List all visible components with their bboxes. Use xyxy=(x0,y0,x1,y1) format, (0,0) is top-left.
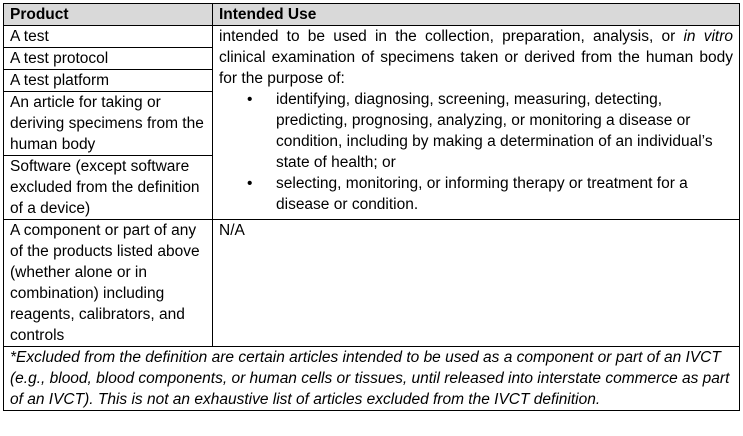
component-intended-use-cell: N/A xyxy=(213,220,740,347)
table-row xyxy=(4,220,740,347)
bullet-icon: • xyxy=(247,175,253,192)
header-product: Product xyxy=(4,4,213,26)
product-cell: Software (except software excluded from the definition of a device) xyxy=(4,156,213,220)
definition-table xyxy=(3,3,740,411)
product-cell: A test protocol xyxy=(4,48,213,70)
intended-use-intro: intended to be used in the collection, preparation, analysis, or in vitro clinical examination of specimens taken or derived from the human body for the purpose of: xyxy=(219,28,733,87)
footnote-row xyxy=(4,347,740,411)
product-cell: A test xyxy=(4,26,213,48)
purpose-list xyxy=(219,89,733,215)
product-cell: A test platform xyxy=(4,70,213,92)
footnote: *Excluded from the definition are certain articles intended to be used as a component or part of an IVCT (e.g., blood, blood components, or human cells or tissues, until released into interstate commerce as part of an IVCT). This is not an exhaustive list of articles excluded from the IVCT definition. xyxy=(4,347,740,411)
header-intended-use: Intended Use xyxy=(213,4,740,26)
component-product-cell: A component or part of any of the products listed above (whether alone or in combination) including reagents, calibrators, and controls xyxy=(4,220,213,347)
bullet-icon: • xyxy=(247,91,253,108)
table-row xyxy=(4,26,740,48)
list-item: • selecting, monitoring, or informing therapy or treatment for a disease or condition. xyxy=(247,175,688,213)
list-item: • identifying, diagnosing, screening, measuring, detecting, predicting, prognosing, analyzing, or monitoring a disease or condition, including by making a determination of an individual’s state of health; or xyxy=(247,91,713,171)
intended-use-cell xyxy=(213,26,740,220)
table-header-row xyxy=(4,4,740,26)
product-cell: An article for taking or deriving specimens from the human body xyxy=(4,92,213,156)
